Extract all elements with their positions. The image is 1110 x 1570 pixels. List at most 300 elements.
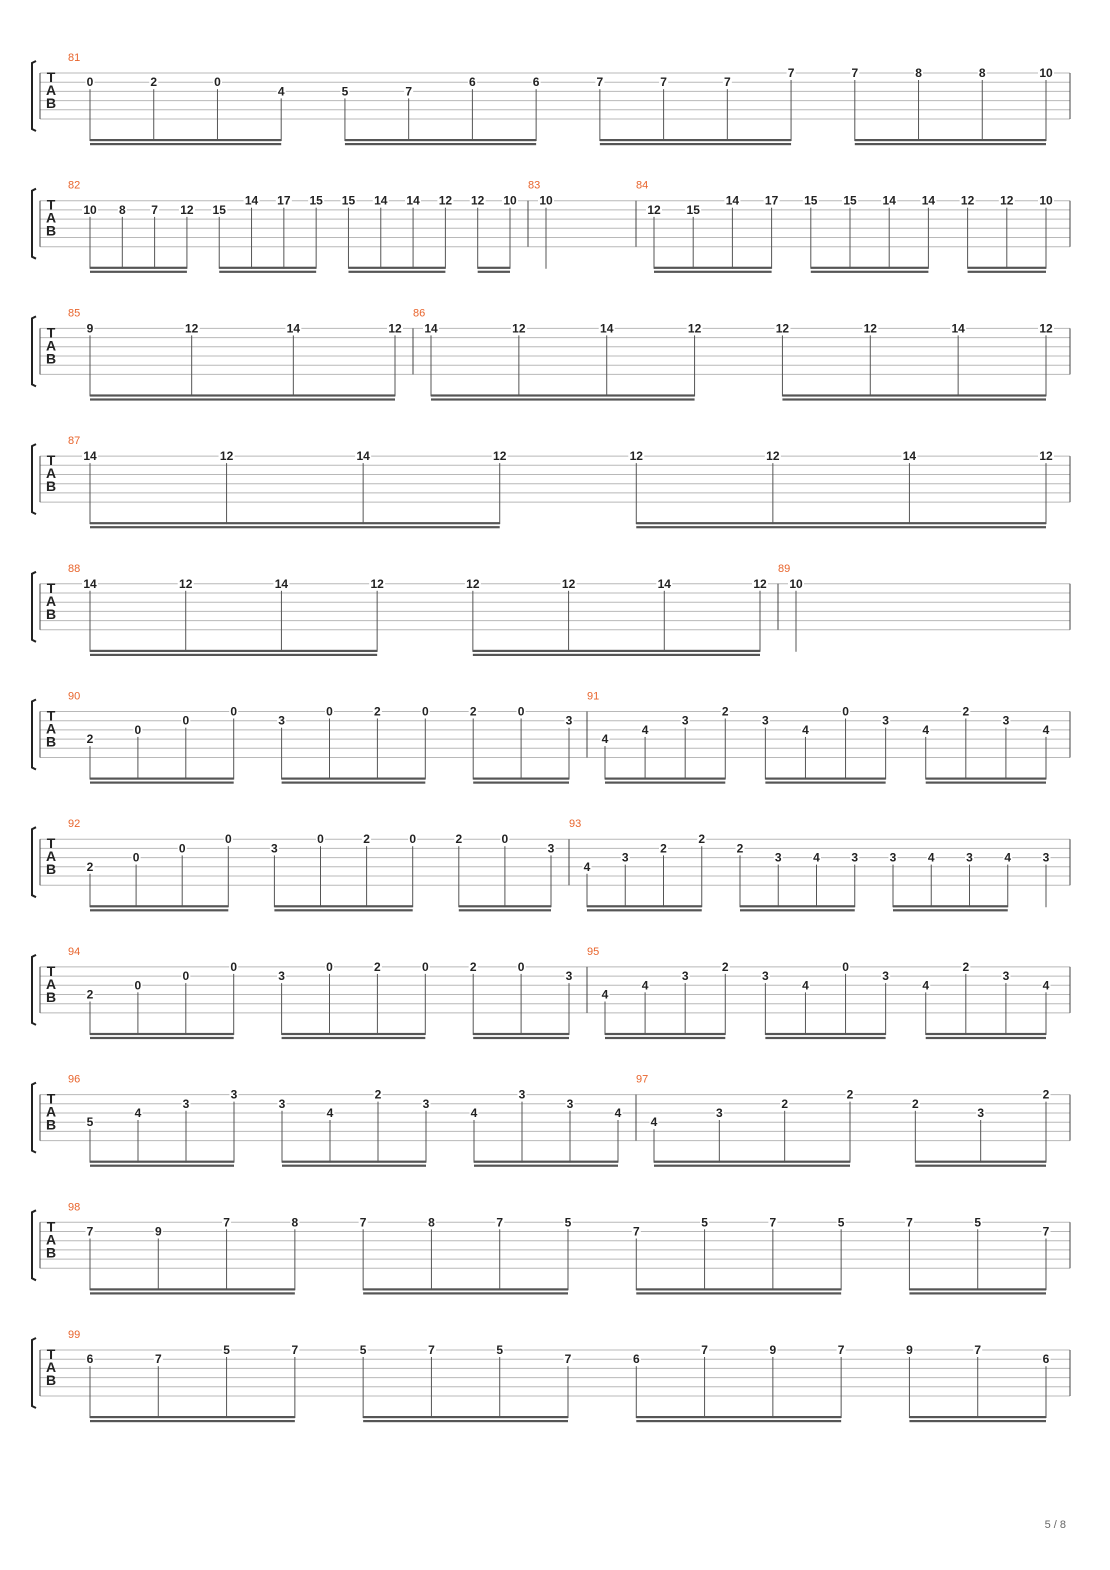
beam xyxy=(636,1288,841,1290)
bar-number: 85 xyxy=(68,307,81,320)
beam xyxy=(478,267,510,269)
beam xyxy=(600,143,791,145)
fret-number: 10 xyxy=(503,193,517,208)
tab-clef-letter: A xyxy=(45,209,57,226)
fret-number: 9 xyxy=(906,1343,913,1357)
beam xyxy=(473,654,760,656)
fret-number: 10 xyxy=(539,193,553,208)
fret-number: 14 xyxy=(424,321,438,336)
beam xyxy=(605,1033,725,1035)
fret-number: 3 xyxy=(271,841,278,856)
fret-number: 12 xyxy=(863,321,877,336)
beam xyxy=(363,1292,568,1294)
fret-number: 4 xyxy=(922,722,930,737)
tab-clef-letter: A xyxy=(45,1231,57,1248)
fret-number: 2 xyxy=(1042,1087,1050,1102)
beam xyxy=(926,1037,1046,1039)
beam xyxy=(893,909,1008,911)
fret-number: 3 xyxy=(278,969,285,984)
beam xyxy=(909,1292,1046,1294)
fret-number: 4 xyxy=(601,987,609,1002)
fret-number: 7 xyxy=(86,1224,94,1239)
fret-number: 12 xyxy=(1039,449,1053,464)
fret-number: 15 xyxy=(686,202,700,217)
beam xyxy=(90,267,187,269)
fret-number: 9 xyxy=(154,1224,162,1239)
fret-number: 14 xyxy=(882,193,896,208)
fret-number: 3 xyxy=(1042,850,1050,865)
fret-number: 0 xyxy=(517,704,525,719)
fret-number: 14 xyxy=(921,193,936,208)
bar-number: 83 xyxy=(528,179,541,192)
fret-number: 3 xyxy=(1002,969,1010,984)
fret-number: 3 xyxy=(621,850,629,865)
tab-clef-letter: T xyxy=(46,579,56,596)
beam xyxy=(219,267,316,269)
bar-number: 81 xyxy=(68,52,81,64)
beam xyxy=(855,139,1046,141)
bar-number: 99 xyxy=(68,1329,81,1341)
bar-number: 86 xyxy=(413,307,426,320)
fret-number: 7 xyxy=(851,66,859,80)
fret-number: 3 xyxy=(851,850,859,865)
tab-clef-letter: B xyxy=(45,95,57,111)
fret-number: 15 xyxy=(341,193,356,208)
fret-number: 14 xyxy=(902,449,917,464)
beam xyxy=(90,1165,234,1167)
fret-number: 12 xyxy=(388,321,402,336)
tab-clef-letter: A xyxy=(45,848,57,865)
fret-number: 8 xyxy=(915,66,922,80)
beam xyxy=(90,1420,295,1422)
fret-number: 0 xyxy=(132,850,140,865)
system-bracket xyxy=(32,1338,36,1408)
beam xyxy=(90,650,377,652)
fret-number: 3 xyxy=(889,850,897,865)
beam xyxy=(282,1033,426,1035)
beam xyxy=(282,778,426,780)
fret-number: 7 xyxy=(1042,1224,1050,1239)
beam xyxy=(636,1416,841,1418)
beam xyxy=(363,1420,568,1422)
beam xyxy=(459,905,551,907)
tab-system xyxy=(32,1329,1070,1422)
beam xyxy=(459,909,551,911)
beam xyxy=(473,778,569,780)
fret-number: 4 xyxy=(927,850,935,865)
fret-number: 12 xyxy=(184,321,199,336)
beam xyxy=(782,394,1046,396)
beam xyxy=(909,1416,1046,1418)
fret-number: 12 xyxy=(179,576,193,591)
fret-number: 3 xyxy=(565,713,573,728)
beam xyxy=(587,905,702,907)
fret-number: 12 xyxy=(1039,321,1053,336)
fret-number: 0 xyxy=(230,959,238,974)
fret-number: 7 xyxy=(769,1215,777,1230)
fret-number: 14 xyxy=(274,576,289,591)
fret-number: 14 xyxy=(657,576,671,591)
beam xyxy=(605,782,725,784)
fret-number: 0 xyxy=(182,713,190,728)
tab-clef-letter: T xyxy=(46,1346,56,1362)
beam xyxy=(219,271,316,273)
fret-number: 6 xyxy=(86,1352,94,1367)
fret-number: 2 xyxy=(698,832,706,847)
fret-number: 7 xyxy=(723,75,731,90)
fret-number: 2 xyxy=(374,959,381,974)
fret-number: 12 xyxy=(438,193,453,208)
beam xyxy=(893,905,1008,907)
beam xyxy=(636,526,1046,528)
fret-number: 3 xyxy=(774,850,782,865)
fret-number: 2 xyxy=(846,1087,854,1102)
fret-number: 8 xyxy=(291,1215,299,1230)
fret-number: 14 xyxy=(83,576,97,591)
beam xyxy=(473,1037,569,1039)
beam xyxy=(765,1037,885,1039)
fret-number: 0 xyxy=(409,832,417,847)
fret-number: 3 xyxy=(518,1087,526,1102)
beam xyxy=(587,909,702,911)
fret-number: 12 xyxy=(219,449,234,464)
fret-number: 8 xyxy=(978,66,986,80)
beam xyxy=(363,1288,568,1290)
fret-number: 10 xyxy=(1039,193,1053,208)
fret-number: 3 xyxy=(762,969,769,984)
tab-clef-letter: A xyxy=(45,337,57,354)
fret-number: 12 xyxy=(766,449,780,464)
fret-number: 0 xyxy=(224,832,232,847)
fret-number: 14 xyxy=(406,193,420,208)
fret-number: 12 xyxy=(960,193,975,208)
tab-clef-letter: A xyxy=(45,1103,57,1120)
fret-number: 7 xyxy=(151,202,158,217)
tab-clef-letter: T xyxy=(46,452,56,469)
beam xyxy=(345,139,536,141)
fret-number: 2 xyxy=(86,987,94,1002)
beam xyxy=(90,1416,295,1418)
tab-clef-letter: B xyxy=(45,350,57,367)
fret-number: 3 xyxy=(278,713,285,728)
beam xyxy=(282,1165,426,1167)
beam xyxy=(855,143,1046,145)
beam xyxy=(636,1420,841,1422)
fret-number: 15 xyxy=(804,193,818,208)
tab-clef-letter: B xyxy=(45,478,57,495)
tab-clef-letter: B xyxy=(45,605,57,622)
beam xyxy=(654,271,772,273)
fret-number: 3 xyxy=(882,713,889,728)
beam xyxy=(90,139,281,141)
tab-clef-letter: B xyxy=(45,988,57,1005)
fret-number: 0 xyxy=(182,969,190,984)
beam xyxy=(431,394,695,396)
tab-clef-letter: T xyxy=(46,196,56,213)
fret-number: 5 xyxy=(837,1215,845,1230)
fret-number: 5 xyxy=(496,1343,504,1357)
tab-system xyxy=(32,563,1070,656)
fret-number: 12 xyxy=(466,576,480,591)
page-number: 5 / 8 xyxy=(1044,1519,1066,1531)
beam xyxy=(348,267,445,269)
fret-number: 0 xyxy=(326,704,333,719)
fret-number: 0 xyxy=(421,704,429,719)
beam xyxy=(282,1161,426,1163)
fret-number: 0 xyxy=(317,832,324,847)
fret-number: 3 xyxy=(1002,713,1010,728)
fret-number: 3 xyxy=(966,850,973,865)
bar-number: 98 xyxy=(68,1201,81,1214)
fret-number: 5 xyxy=(359,1343,367,1357)
fret-number: 12 xyxy=(180,202,194,217)
beam xyxy=(473,1033,569,1035)
fret-number: 4 xyxy=(641,978,649,993)
bar-number: 93 xyxy=(569,818,582,831)
fret-number: 5 xyxy=(223,1343,230,1357)
bar-number: 87 xyxy=(68,435,81,448)
bar-number: 94 xyxy=(68,945,81,958)
tab-clef-letter: A xyxy=(45,975,57,992)
fret-number: 0 xyxy=(421,959,429,974)
beam xyxy=(473,650,760,652)
bar-number: 90 xyxy=(68,690,81,703)
system-bracket xyxy=(32,316,36,386)
beam xyxy=(345,143,536,145)
beam xyxy=(909,1420,1046,1422)
fret-number: 4 xyxy=(1004,850,1012,865)
tab-clef-letter: B xyxy=(45,1244,57,1261)
fret-number: 4 xyxy=(601,732,609,747)
bar-number: 82 xyxy=(68,179,81,192)
fret-number: 3 xyxy=(182,1096,190,1111)
beam xyxy=(605,778,725,780)
fret-number: 0 xyxy=(86,75,94,90)
fret-number: 7 xyxy=(701,1343,708,1357)
fret-number: 12 xyxy=(1000,193,1014,208)
fret-number: 17 xyxy=(764,193,779,208)
fret-number: 15 xyxy=(843,193,857,208)
tab-clef-letter: A xyxy=(45,720,57,737)
fret-number: 4 xyxy=(802,978,809,993)
fret-number: 7 xyxy=(787,66,795,80)
tab-system xyxy=(32,691,1070,784)
beam xyxy=(282,782,426,784)
tab-clef-letter: T xyxy=(46,324,56,341)
fret-number: 3 xyxy=(762,713,769,728)
fret-number: 3 xyxy=(681,969,689,984)
beam xyxy=(654,267,772,269)
tab-clef-letter: B xyxy=(45,222,57,239)
fret-number: 12 xyxy=(629,449,643,464)
fret-number: 12 xyxy=(647,202,661,217)
beam xyxy=(90,909,228,911)
fret-number: 8 xyxy=(428,1215,435,1230)
fret-number: 0 xyxy=(230,704,238,719)
tab-clef-letter: T xyxy=(46,1090,56,1107)
tab-clef-letter: T xyxy=(46,835,56,852)
fret-number: 8 xyxy=(118,202,126,217)
beam xyxy=(431,398,695,400)
fret-number: 2 xyxy=(736,841,744,856)
beam xyxy=(811,267,929,269)
fret-number: 7 xyxy=(596,75,604,90)
fret-number: 2 xyxy=(86,859,94,874)
tab-system xyxy=(32,1074,1070,1167)
beam xyxy=(90,394,395,396)
fret-number: 14 xyxy=(83,449,97,464)
beam xyxy=(605,1037,725,1039)
fret-number: 12 xyxy=(687,321,702,336)
fret-number: 4 xyxy=(922,978,930,993)
fret-number: 14 xyxy=(725,193,740,208)
fret-number: 5 xyxy=(974,1215,982,1230)
bar-number: 97 xyxy=(636,1073,649,1086)
tab-clef-letter: A xyxy=(45,592,57,609)
bar-number: 92 xyxy=(68,818,81,831)
fret-number: 12 xyxy=(512,321,526,336)
bar-number: 89 xyxy=(778,562,791,575)
fret-number: 12 xyxy=(775,321,790,336)
fret-number: 0 xyxy=(214,75,221,90)
tab-system xyxy=(32,818,1070,911)
fret-number: 6 xyxy=(532,75,540,90)
fret-number: 7 xyxy=(291,1343,299,1357)
fret-number: 2 xyxy=(911,1096,919,1111)
fret-number: 12 xyxy=(753,576,767,591)
fret-number: 7 xyxy=(359,1215,367,1230)
tab-system xyxy=(32,307,1070,400)
fret-number: 12 xyxy=(370,576,384,591)
fret-number: 2 xyxy=(721,959,729,974)
beam xyxy=(926,782,1046,784)
fret-number: 14 xyxy=(286,321,301,336)
fret-number: 2 xyxy=(660,841,667,856)
bar-number: 84 xyxy=(636,179,649,192)
fret-number: 2 xyxy=(469,959,477,974)
fret-number: 0 xyxy=(517,959,525,974)
tab-clef-letter: B xyxy=(45,861,57,878)
fret-number: 10 xyxy=(83,202,97,217)
fret-number: 2 xyxy=(455,832,463,847)
fret-number: 5 xyxy=(86,1115,94,1130)
tab-clef-letter: B xyxy=(45,733,57,750)
fret-number: 4 xyxy=(813,850,820,865)
fret-number: 2 xyxy=(374,1087,382,1102)
fret-number: 14 xyxy=(356,449,370,464)
beam xyxy=(90,778,234,780)
fret-number: 2 xyxy=(962,704,970,719)
beam xyxy=(636,1292,841,1294)
beam xyxy=(90,522,500,524)
fret-number: 7 xyxy=(906,1215,913,1230)
fret-number: 7 xyxy=(496,1215,504,1230)
beam xyxy=(282,1037,426,1039)
tab-clef-letter: A xyxy=(45,465,57,482)
fret-number: 3 xyxy=(566,1096,574,1111)
fret-number: 0 xyxy=(842,704,849,719)
fret-number: 9 xyxy=(769,1343,777,1357)
fret-number: 4 xyxy=(614,1106,622,1120)
beam xyxy=(926,778,1046,780)
fret-number: 9 xyxy=(86,321,94,336)
beam xyxy=(968,271,1046,273)
fret-number: 10 xyxy=(789,576,803,591)
beam xyxy=(811,271,929,273)
beam xyxy=(600,139,791,141)
fret-number: 5 xyxy=(564,1215,572,1230)
fret-number: 7 xyxy=(632,1224,640,1239)
tab-clef-letter: A xyxy=(45,82,57,98)
tab-clef-letter: A xyxy=(45,1359,57,1375)
fret-number: 12 xyxy=(561,576,576,591)
fret-number: 12 xyxy=(493,449,507,464)
fret-number: 2 xyxy=(962,959,970,974)
beam xyxy=(909,1288,1046,1290)
beam xyxy=(636,522,1046,524)
beam xyxy=(363,1416,568,1418)
system-bracket xyxy=(32,827,36,897)
tab-clef-letter: T xyxy=(46,707,56,724)
fret-number: 4 xyxy=(583,859,591,874)
beam xyxy=(90,271,187,273)
tab-clef-letter: B xyxy=(45,1116,57,1133)
fret-number: 12 xyxy=(471,193,485,208)
system-bracket xyxy=(32,61,36,131)
beam xyxy=(90,1037,234,1039)
system-bracket xyxy=(32,1210,36,1280)
beam xyxy=(90,1161,234,1163)
beam xyxy=(274,905,412,907)
fret-number: 2 xyxy=(86,732,94,747)
beam xyxy=(473,782,569,784)
fret-number: 5 xyxy=(701,1215,708,1230)
bar-number: 95 xyxy=(587,945,600,958)
beam xyxy=(478,271,510,273)
fret-number: 5 xyxy=(341,84,349,99)
fret-number: 4 xyxy=(470,1106,478,1120)
fret-number: 0 xyxy=(134,978,142,993)
fret-number: 6 xyxy=(1042,1352,1050,1367)
beam xyxy=(915,1161,1046,1163)
fret-number: 14 xyxy=(374,193,388,208)
beam xyxy=(654,1161,850,1163)
tab-clef-letter: T xyxy=(46,69,56,85)
fret-number: 7 xyxy=(974,1343,982,1357)
beam xyxy=(90,526,500,528)
beam xyxy=(765,782,885,784)
system-bracket xyxy=(32,444,36,514)
fret-number: 2 xyxy=(150,75,158,90)
fret-number: 7 xyxy=(428,1343,435,1357)
fret-number: 4 xyxy=(802,722,809,737)
bar-number: 88 xyxy=(68,562,81,575)
fret-number: 4 xyxy=(1042,978,1050,993)
fret-number: 17 xyxy=(277,193,291,208)
fret-number: 4 xyxy=(134,1106,142,1120)
beam xyxy=(90,905,228,907)
system-bracket xyxy=(32,572,36,642)
fret-number: 2 xyxy=(363,832,370,847)
beam xyxy=(474,1161,618,1163)
fret-number: 7 xyxy=(660,75,667,90)
beam xyxy=(474,1165,618,1167)
fret-number: 3 xyxy=(278,1096,286,1111)
fret-number: 3 xyxy=(977,1106,985,1120)
tab-system xyxy=(32,435,1070,528)
fret-number: 15 xyxy=(309,193,323,208)
beam xyxy=(90,1292,295,1294)
